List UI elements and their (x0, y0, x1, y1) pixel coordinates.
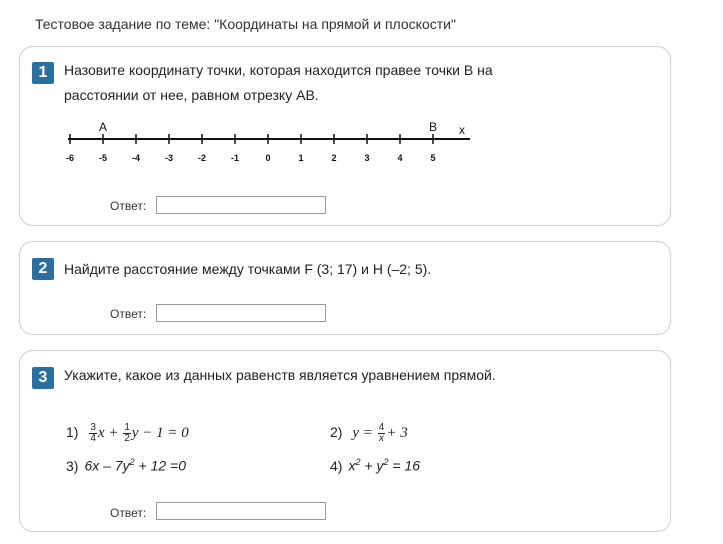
question-card-3 (19, 350, 671, 532)
point-b-label: В (428, 120, 438, 134)
answer-label: Ответ: (110, 307, 147, 321)
option-4: 4) $x^2 + y^2 = 16$ (330, 457, 420, 474)
question-number-badge: 3 (32, 367, 54, 389)
question-text-line: Назовите координату точки, которая находится правее точки В на (64, 62, 493, 78)
question-number-badge: 2 (32, 258, 54, 280)
question-text (64, 58, 493, 108)
option-1: 1) $\frac{3}{4}$ x + $\frac{1}{2}$ y − 1 = 0 (66, 422, 189, 444)
fraction: $\frac{4}{x}$ (378, 422, 385, 444)
number-line-tick-label: -2 (197, 153, 207, 163)
option-3: 3) $6x - 7y^2 + 12 =0$ (66, 457, 186, 474)
number-line-tick-label: 4 (397, 153, 403, 163)
question-card-1 (19, 46, 671, 226)
option-number: 3) (66, 457, 79, 474)
number-line-tick-label: 0 (265, 153, 271, 163)
answer-input-2[interactable] (156, 304, 326, 322)
number-line-tick-label: 3 (364, 153, 370, 163)
option-number: 1) (66, 424, 79, 441)
question-text: Укажите, какое из данных равенств является уравнением прямой. (64, 367, 496, 383)
fraction: $\frac{1}{2}$ (124, 422, 130, 444)
number-line-tick-label: -3 (164, 153, 174, 163)
question-text-line: расстоянии от нее, равном отрезку АВ. (64, 87, 319, 103)
option-number: 4) (330, 457, 343, 474)
point-a-label: А (98, 120, 108, 134)
question-text: Найдите расстояние между точками F (3; 17) и H (–2; 5). (64, 261, 432, 277)
option-2: 2) y = $\frac{4}{x}$ + 3 (330, 422, 408, 444)
answer-label: Ответ: (110, 506, 147, 520)
answer-input-3[interactable] (156, 502, 326, 520)
page-title: Тестовое задание по теме: "Координаты на прямой и плоскости" (35, 16, 456, 32)
number-line-tick-label: -6 (65, 153, 75, 163)
answer-input-1[interactable] (156, 196, 326, 214)
number-line-tick-label: -4 (131, 153, 141, 163)
option-number: 2) (330, 424, 343, 441)
number-line-tick-label: 5 (430, 153, 436, 163)
question-number-badge: 1 (32, 62, 54, 84)
fraction: $\frac{3}{4}$ (90, 422, 96, 444)
number-line-tick-label: -5 (98, 153, 108, 163)
number-line (60, 119, 490, 179)
number-line-tick-label: 1 (298, 153, 304, 163)
number-line-tick-label: -1 (230, 153, 240, 163)
question-card-2 (19, 241, 671, 335)
answer-label: Ответ: (110, 199, 147, 213)
axis-label-x: x (459, 123, 465, 137)
number-line-tick-label: 2 (331, 153, 337, 163)
